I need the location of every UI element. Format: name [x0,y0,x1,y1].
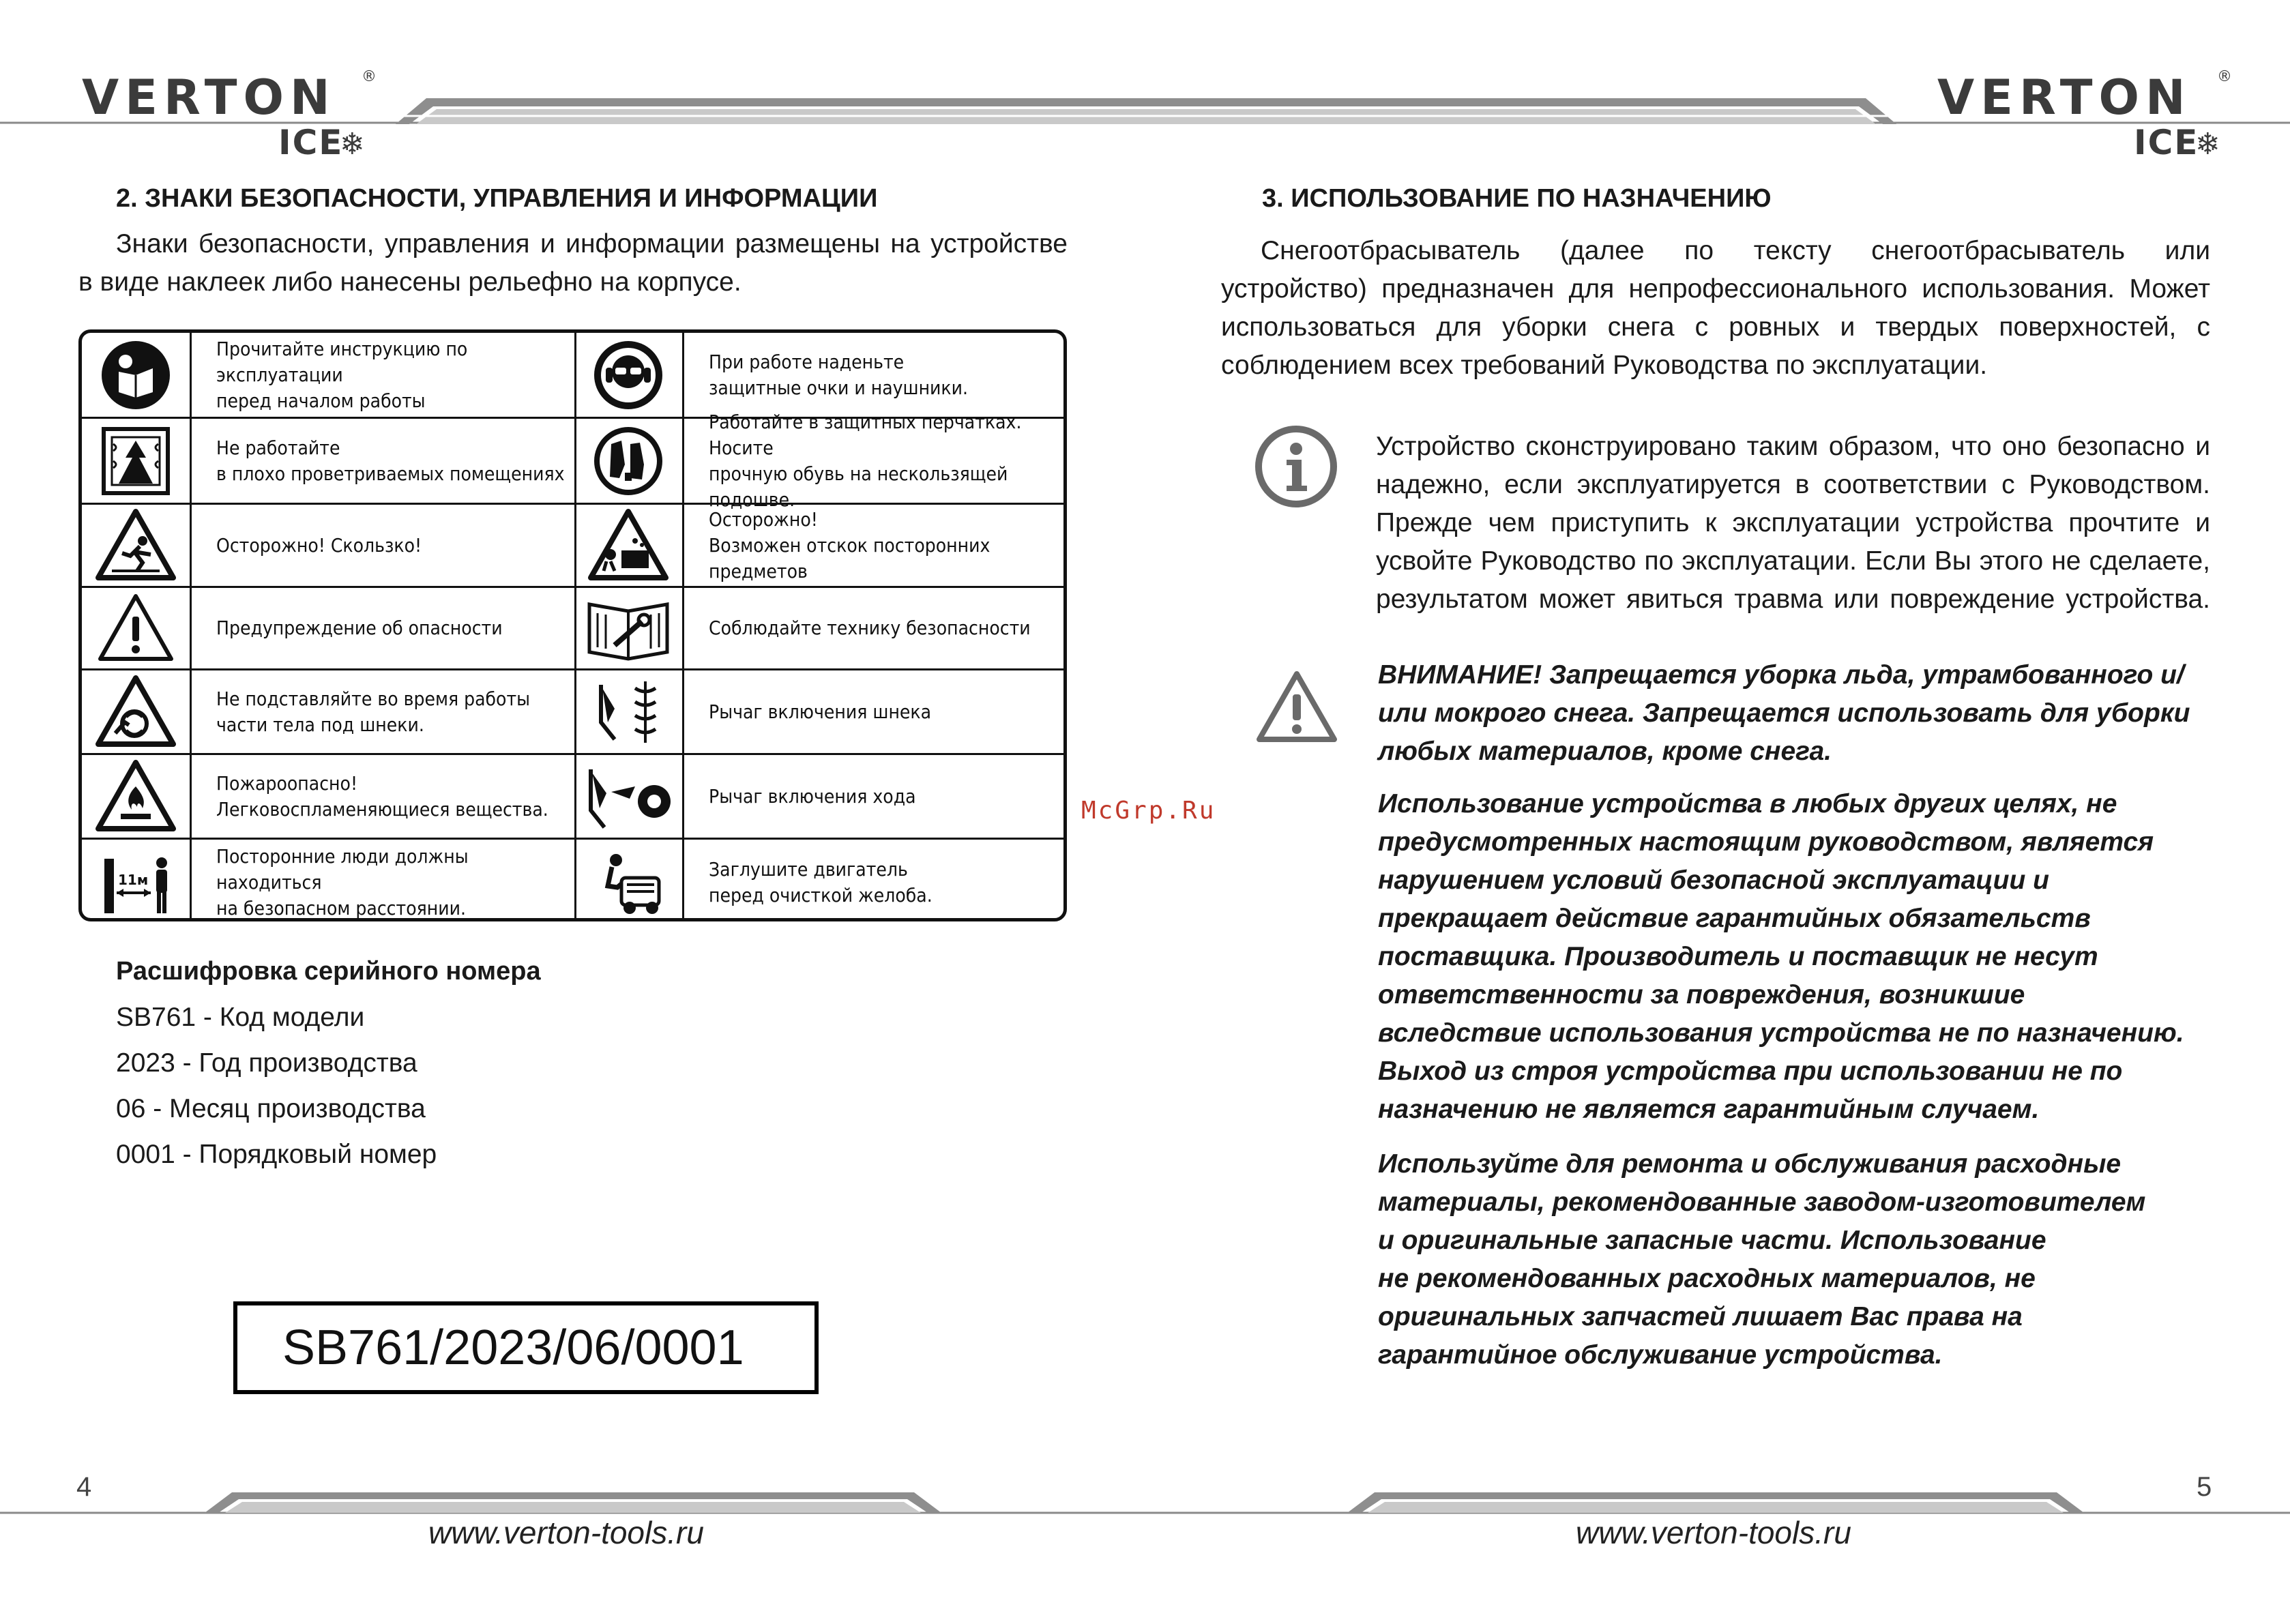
warning-line: любых материалов, кроме снега. [1378,737,1832,766]
safety-signs-table [78,329,1067,921]
section-heading-signs: 2. ЗНАКИ БЕЗОПАСНОСТИ, УПРАВЛЕНИЯ И ИНФОРМАЦИИ [116,184,878,213]
info-line: усвойте Руководство по эксплуатации. Если Вы этого не сделаете, [1376,546,2210,576]
sign-label: Рычаг включения хода [709,784,916,808]
table-row [82,586,1063,668]
brand-logo-left [82,68,377,162]
warning-line: назначению не является гарантийным случаем. [1378,1095,2040,1124]
intro-line: соблюдением всех требований Руководства по эксплуатации. [1221,351,1988,380]
info-note [1376,428,2210,619]
sign-label: Осторожно! Возможен отскок посторонних предметов [709,507,990,582]
warning-ice [1378,656,2190,771]
table-row [82,838,1063,921]
warning-line: ответственности за повреждения, возникшие [1378,980,2025,1009]
info-line: надежно, если эксплуатируется в соответствии с Руководством. [1376,470,2210,499]
warning-line: поставщика. Производитель и поставщик не несут [1378,942,2098,971]
warning-parts [1378,1145,2145,1374]
brand-sub: ICE [2134,123,2199,162]
flying-objects-icon [574,505,684,586]
table-row [82,503,1063,586]
usage-intro [1221,232,2210,385]
stop-engine-icon [574,840,684,921]
distance-icon [82,840,192,921]
sign-label: Не подставляйте во время работы части тела под шнеки. [216,687,531,736]
signs-intro [78,225,1068,301]
warning-misuse [1378,785,2184,1129]
warning-line: прекращает действие гарантийных обязательств [1378,904,2091,933]
serial-number-example: SB761/2023/06/0001 [233,1301,819,1394]
safety-book-icon [574,588,684,668]
sign-label: Не работайте в плохо проветриваемых помещениях [216,436,565,485]
drive-lever-icon [574,755,684,838]
sign-label: При работе наденьте защитные очки и наушники. [709,350,968,399]
serial-row: 0001 - Порядковый номер [116,1140,437,1169]
warning-icon [82,588,192,668]
brand-sub: ICE [278,123,344,162]
goggles-earmuffs-icon [574,333,684,417]
watermark: McGrp.Ru [1081,797,1216,825]
table-row [82,410,1063,511]
sign-label: Соблюдайте технику безопасности [709,617,1031,639]
warning-line: оригинальных запчастей лишает Вас права на [1378,1302,2023,1331]
distance-label: 11м [118,871,149,888]
page-number-right: 5 [2197,1472,2212,1502]
info-line: Устройство сконструировано таким образом, что оно безопасно и [1376,432,2210,461]
snowflake-icon: ❄ [2195,127,2220,162]
intro-line: Снегоотбрасыватель (далее по тексту снегоотбрасыватель или [1261,236,2210,265]
serial-row: 2023 - Год производства [116,1048,417,1078]
footer-url-right[interactable]: www.verton-tools.ru [1576,1515,1851,1550]
sign-label: Предупреждение об опасности [216,617,503,639]
warning-line: не рекомендованных расходных материалов, не [1378,1264,2036,1293]
read-manual-icon [82,333,192,417]
page-number-left: 4 [76,1472,92,1502]
brand-logo-right [1937,68,2232,162]
warning-line: или мокрого снега. Запрещается использовать для уборки [1378,698,2190,728]
intro-line: Знаки безопасности, управления и информации размещены на устройстве [116,229,1068,259]
sign-label: Посторонние люди должны находиться на безопасном расстоянии. [216,844,469,919]
table-row [82,753,1063,838]
sign-label: Пожароопасно! Легковоспламеняющиеся вещества. [216,771,548,821]
warning-icon [1254,668,1340,745]
intro-line: использоваться для уборки снега с ровных и твердых поверхностей, с [1221,312,2210,342]
serial-decoding-title: Расшифровка серийного номера [116,957,541,986]
serial-row: SB761 - Код модели [116,1003,365,1032]
ventilation-icon [82,419,192,503]
registered-mark: ® [2217,68,2232,85]
warning-line: ВНИМАНИЕ! Запрещается уборка льда, утрамбованного и/ [1378,660,2184,690]
sign-label: Прочитайте инструкцию по эксплуатации перед началом работы [216,337,468,412]
sign-label: Рычаг включения шнека [709,700,932,723]
table-row [82,333,1063,417]
snowflake-icon: ❄ [340,127,365,162]
warning-line: вследствие использования устройства не по назначению. [1378,1018,2184,1048]
info-line: Прежде чем приступить к эксплуатации устройства прочтите и [1376,508,2210,537]
warning-line: Выход из строя устройства при использовании не по [1378,1057,2123,1086]
footer-decoration [0,1487,2290,1514]
gloves-boots-icon [574,419,684,503]
warning-line: нарушением условий безопасной эксплуатации и [1378,866,2049,895]
registered-mark: ® [362,68,377,85]
sign-label: Заглушите двигатель перед очисткой желоба. [709,857,933,906]
footer-url-left[interactable]: www.verton-tools.ru [428,1515,704,1550]
serial-row: 06 - Месяц производства [116,1094,426,1123]
sign-label: Работайте в защитных перчатках. Носите прочную обувь на нескользящей подошве. [709,410,1022,511]
warning-line: гарантийное обслуживание устройства. [1378,1340,1943,1370]
info-icon [1254,424,1338,509]
info-line: результатом может явиться травма или повреждение устройства. [1376,585,2210,614]
auger-hand-icon [82,670,192,753]
brand-name: VERTON [82,70,336,126]
slippery-icon [82,505,192,586]
section-heading-usage: 3. ИСПОЛЬЗОВАНИЕ ПО НАЗНАЧЕНИЮ [1262,184,1772,213]
auger-lever-icon [574,670,684,753]
brand-name: VERTON [1937,70,2192,126]
warning-line: Использование устройства в любых других целях, не [1378,789,2117,818]
table-row [82,668,1063,753]
warning-line: материалы, рекомендованные заводом-изготовителем [1378,1187,2146,1217]
flammable-icon [82,755,192,838]
warning-line: Используйте для ремонта и обслуживания расходные [1378,1149,2122,1179]
intro-line: устройство) предназначен для непрофессионального использования. Может [1221,274,2210,304]
warning-line: и оригинальные запасные части. Использование [1378,1226,2046,1255]
warning-line: предусмотренных настоящим руководством, является [1378,827,2154,857]
intro-line: в виде наклеек либо нанесены рельефно на корпусе. [78,267,742,297]
sign-label: Осторожно! Скользко! [216,533,422,557]
